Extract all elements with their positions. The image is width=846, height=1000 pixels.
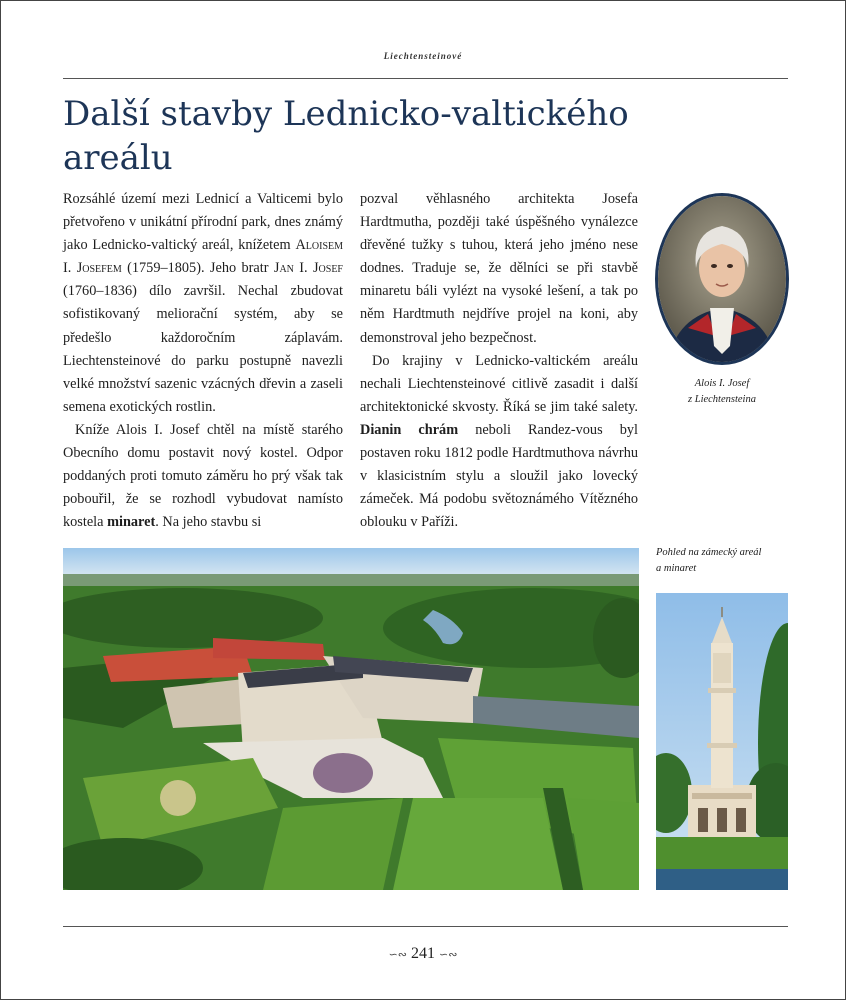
term-minaret: minaret bbox=[107, 514, 156, 531]
page-number: ∽∾ 241 ∽∾ bbox=[388, 945, 458, 962]
paragraph: Kníže Alois I. Josef chtěl na místě starého Obecního domu postavit nový kostel. Odpor poddaných proti tomuto záměru ho prý však tak pobouřil, že se rozhodl vybudovat namísto kostela minaret. Na jeho stavbu si bbox=[63, 421, 343, 531]
name-jan: Jan I. Josef bbox=[273, 260, 343, 277]
ornament-icon: ∽∾ bbox=[439, 949, 458, 961]
name-alois: Aloisem I. Josefem bbox=[63, 237, 343, 277]
chateau-aerial-photo bbox=[63, 548, 639, 890]
text-column-right bbox=[360, 188, 638, 534]
top-rule bbox=[63, 78, 788, 79]
page-title: Další stavby Lednicko-valtického areálu bbox=[63, 94, 629, 178]
term-dianin-chram: Dianin chrám bbox=[360, 421, 459, 438]
bottom-rule bbox=[63, 926, 788, 927]
paragraph: pozval věhlasného architekta Josefa Hardtmutha, později také úspěšného vynálezce dřevěné tužky s tuhou, která jeho jméno nese dodnes. Traduje se, že dělníci se při stavbě minaretu báli vylézt na vysoké lešení, a tak po něm Hardtmuth nejdříve projel na koni, aby demonstroval jeho bezpečnost. bbox=[360, 191, 638, 346]
portrait-caption: Alois I. Josef z Liechtensteina bbox=[688, 378, 756, 405]
minaret-photo bbox=[656, 593, 788, 890]
minaret-caption: Pohled na zámecký areál a minaret bbox=[656, 547, 762, 574]
paragraph: Rozsáhlé území mezi Lednicí a Valticemi bylo přetvořeno v unikátní přírodní park, dnes známý jako Lednicko-valtický areál, knížetem Aloisem I. Josefem (1759–1805). Jeho bratr Jan I. Josef (1760–1836) dílo završil. Nechal zbudovat sofistikovaný meliorační systém, aby se předešlo každoročním záplavám. Liechtensteinové do parku postupně navezli velké množství sazenic vzácných dřevin a zaseli semena exotických rostlin. bbox=[63, 191, 343, 415]
paragraph: Do krajiny v Lednicko-valtickém areálu nechali Liechtensteinové citlivě zasadit i další architektonické skvosty. Říká se jim také salety. Dianin chrám neboli Randez-vous byl postaven roku 1812 podle Hardtmuthova návrhu v klasicistním stylu a sloužil jako lovecký zámeček. Má podobu světoznámého Vítězného oblouku v Paříži. bbox=[360, 352, 638, 531]
portrait-image bbox=[655, 193, 789, 365]
ornament-icon: ∽∾ bbox=[388, 949, 407, 961]
text-column-left bbox=[63, 188, 343, 534]
running-head: Liechtensteinové bbox=[383, 51, 463, 61]
